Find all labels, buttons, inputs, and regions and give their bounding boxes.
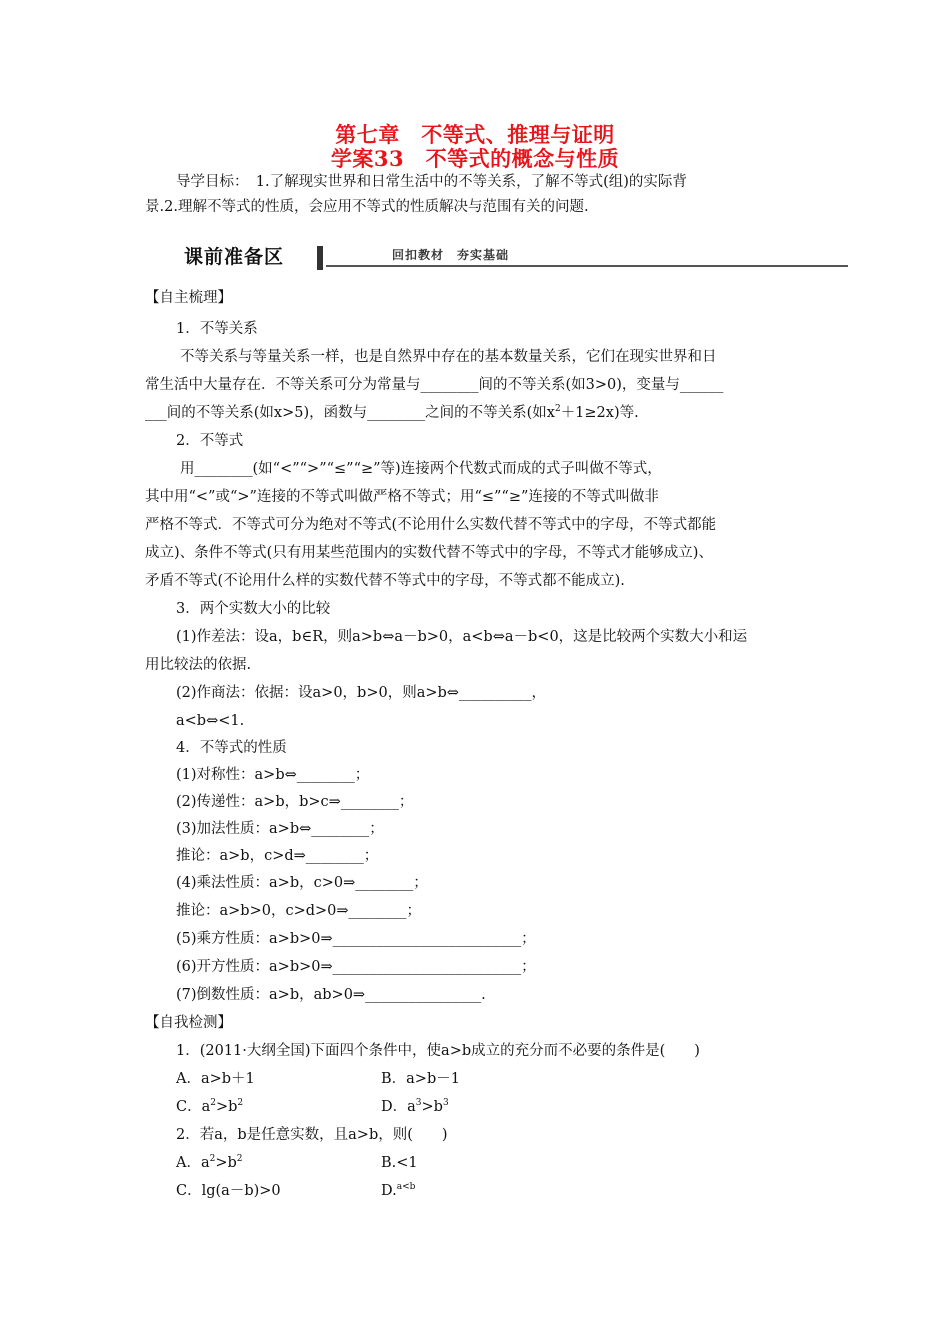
section-banner — [178, 243, 848, 273]
s4-item: (4)乘法性质：a>b，c>0⇒________； — [176, 875, 428, 891]
q1-option-d — [381, 1096, 449, 1118]
q1-c-sup: 2 — [237, 1098, 244, 1108]
q1-d-text: >b — [421, 1099, 443, 1115]
s3-title: 3．两个实数大小的比较 — [176, 601, 331, 617]
s3-p4: a<b⇔<1. — [176, 713, 245, 729]
goals-line-2: 景.2.理解不等式的性质，会应用不等式的性质解决与范围有关的问题. — [145, 199, 589, 215]
s4-title: 4．不等式的性质 — [176, 740, 287, 756]
s1-p2: 常生活中大量存在．不等关系可分为常量与________间的不等关系(如3>0)，变量与______ — [145, 377, 724, 393]
q2-a-sup: 2 — [209, 1154, 216, 1164]
q2-a-text: >b — [215, 1155, 237, 1171]
banner-tab: 课前准备区 — [184, 246, 285, 268]
q2-stem: 2．若a，b是任意实数，且a>b，则( ) — [176, 1127, 448, 1143]
q2-a-text: A．a — [176, 1155, 210, 1171]
s3-p2: 用比较法的依据. — [145, 657, 252, 673]
banner-subtitle: 回扣教材 夯实基础 — [392, 248, 510, 262]
s3-p1: (1)作差法：设a，b∈R，则a>b⇔a－b>0，a<b⇔a－b<0，这是比较两个实数大小和运 — [176, 629, 748, 645]
s1-p1: 不等关系与等量关系一样，也是自然界中存在的基本数量关系，它们在现实世界和日 — [180, 349, 717, 365]
s4-item: 推论：a>b>0，c>d>0⇒________； — [176, 903, 422, 919]
s1-p3 — [145, 402, 639, 424]
s3-p3: (2)作商法：依据：设a>0，b>0，则a>b⇔__________， — [176, 685, 546, 701]
self-review-heading: 【自主梳理】 — [145, 290, 232, 306]
s2-p5: 矛盾不等式(不论用什么样的实数代替不等式中的字母，不等式都不能成立). — [145, 573, 625, 589]
q1-stem: 1．(2011·大纲全国)下面四个条件中，使a>b成立的充分而不必要的条件是( ) — [176, 1043, 700, 1059]
s2-title: 2．不等式 — [176, 433, 244, 449]
banner-rule — [326, 265, 848, 267]
q1-c-text: C．a — [176, 1099, 211, 1115]
q2-option-a — [176, 1152, 243, 1174]
q2-d-sup: a<b — [396, 1182, 416, 1192]
s2-p2: 其中用“<”或“>”连接的不等式叫做严格不等式；用“≤”“≥”连接的不等式叫做非 — [145, 489, 659, 505]
s2-p4: 成立)、条件不等式(只有用某些范围内的实数代替不等式中的字母，不等式才能够成立)、 — [145, 545, 713, 561]
chapter-title: 第七章 不等式、推理与证明 — [335, 122, 615, 147]
q2-option-d — [381, 1180, 415, 1202]
s4-item: (1)对称性：a>b⇔________； — [176, 767, 370, 783]
q2-a-sup: 2 — [236, 1154, 243, 1164]
s4-item: (5)乘方性质：a>b>0⇒__________________________； — [176, 931, 536, 947]
q2-option-c: C．lg(a－b)>0 — [176, 1183, 281, 1199]
q1-option-a: A．a>b＋1 — [176, 1071, 255, 1087]
s4-item: (6)开方性质：a>b>0⇒__________________________； — [176, 959, 536, 975]
q1-option-c — [176, 1096, 243, 1118]
s1-p3-tail: ＋1≥2x)等. — [560, 405, 639, 421]
s1-p3-text: ___间的不等关系(如x>5)，函数与________之间的不等关系(如x — [145, 405, 555, 421]
q1-d-sup: 3 — [415, 1098, 422, 1108]
s2-p3: 严格不等式．不等式可分为绝对不等式(不论用什么实数代替不等式中的字母，不等式都能 — [145, 517, 717, 533]
q1-c-text: >b — [215, 1099, 238, 1115]
banner-divider — [317, 246, 323, 270]
s4-item: (3)加法性质：a>b⇔________； — [176, 821, 384, 837]
q1-d-text: D．a — [381, 1099, 416, 1115]
q1-c-sup: 2 — [210, 1098, 216, 1108]
lesson-title: 学案33 不等式的概念与性质 — [330, 146, 620, 171]
s4-item: 推论：a>b，c>d⇒________； — [176, 848, 379, 864]
q2-option-b: B.<1 — [381, 1155, 418, 1171]
self-test-heading: 【自我检测】 — [145, 1015, 232, 1031]
q1-option-b: B．a>b－1 — [381, 1071, 460, 1087]
q1-d-sup: 3 — [442, 1098, 449, 1108]
s4-item: (2)传递性：a>b，b>c⇒________； — [176, 794, 414, 810]
s4-item: (7)倒数性质：a>b，ab>0⇒________________. — [176, 987, 486, 1003]
s1-p3-sup: 2 — [554, 404, 561, 414]
q2-d-text: D. — [381, 1183, 397, 1199]
s2-p1: 用________(如“<”“>”“≤”“≥”等)连接两个代数式而成的式子叫做不等式， — [180, 461, 662, 477]
goals-line-1: 导学目标： 1.了解现实世界和日常生活中的不等关系，了解不等式(组)的实际背 — [176, 174, 687, 190]
s1-title: 1．不等关系 — [176, 321, 258, 337]
